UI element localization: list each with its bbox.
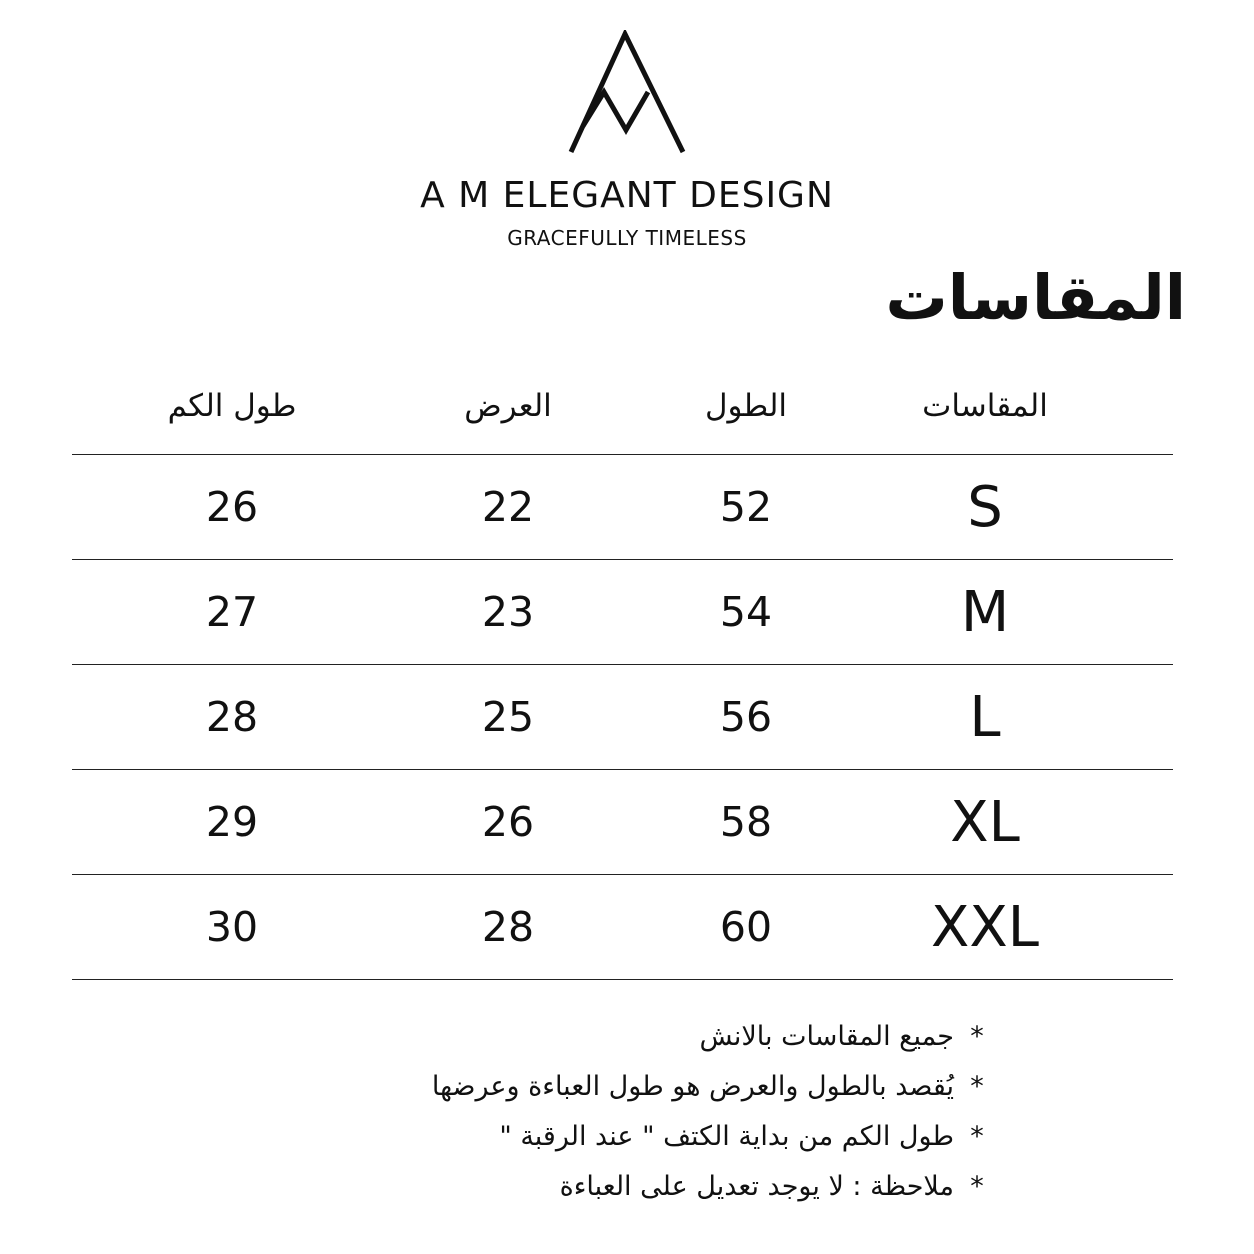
width-cell: 26 — [481, 798, 535, 846]
note-bullet: * — [970, 1121, 984, 1152]
table-row — [72, 770, 1173, 875]
sleeve-cell: 29 — [205, 798, 259, 846]
notes-list — [432, 1012, 992, 1212]
note-text: جميع المقاسات بالانش — [699, 1021, 954, 1052]
brand-name: A M ELEGANT DESIGN — [420, 175, 834, 216]
note-item — [432, 1062, 992, 1112]
note-bullet: * — [970, 1071, 984, 1102]
table-row — [72, 875, 1173, 980]
table-row — [72, 560, 1173, 665]
width-cell: 23 — [481, 588, 535, 636]
size-cell: XXL — [931, 894, 1039, 960]
table-header-row — [72, 360, 1173, 455]
table-row — [72, 665, 1173, 770]
header-length: الطول — [704, 388, 788, 424]
brand-tagline: GRACEFULLY TIMELESS — [507, 226, 747, 250]
page-title: المقاسات — [885, 261, 1186, 334]
width-cell: 28 — [481, 903, 535, 951]
note-text: ملاحظة : لا يوجد تعديل على العباءة — [559, 1171, 954, 1202]
note-item — [432, 1012, 992, 1062]
size-cell: M — [960, 579, 1010, 645]
sleeve-cell: 27 — [205, 588, 259, 636]
length-cell: 58 — [719, 798, 773, 846]
sleeve-cell: 30 — [205, 903, 259, 951]
width-cell: 25 — [481, 693, 535, 741]
length-cell: 56 — [719, 693, 773, 741]
am-monogram-icon — [565, 30, 689, 156]
sleeve-cell: 28 — [205, 693, 259, 741]
note-bullet: * — [970, 1021, 984, 1052]
header-sizes: المقاسات — [922, 388, 1048, 424]
note-text: طول الكم من بداية الكتف " عند الرقبة " — [499, 1121, 954, 1152]
header-sleeve-length: طول الكم — [167, 388, 297, 424]
note-text: يُقصد بالطول والعرض هو طول العباءة وعرضها — [431, 1071, 954, 1102]
note-bullet: * — [970, 1171, 984, 1202]
length-cell: 60 — [719, 903, 773, 951]
width-cell: 22 — [481, 483, 535, 531]
size-table — [72, 360, 1173, 980]
size-cell: S — [967, 474, 1003, 540]
length-cell: 54 — [719, 588, 773, 636]
table-row — [72, 455, 1173, 560]
size-cell: XL — [950, 789, 1020, 855]
note-item — [432, 1162, 992, 1212]
brand-header — [0, 30, 1254, 250]
length-cell: 52 — [719, 483, 773, 531]
size-cell: L — [969, 684, 1001, 750]
header-width: العرض — [464, 388, 552, 424]
sleeve-cell: 26 — [205, 483, 259, 531]
note-item — [432, 1112, 992, 1162]
